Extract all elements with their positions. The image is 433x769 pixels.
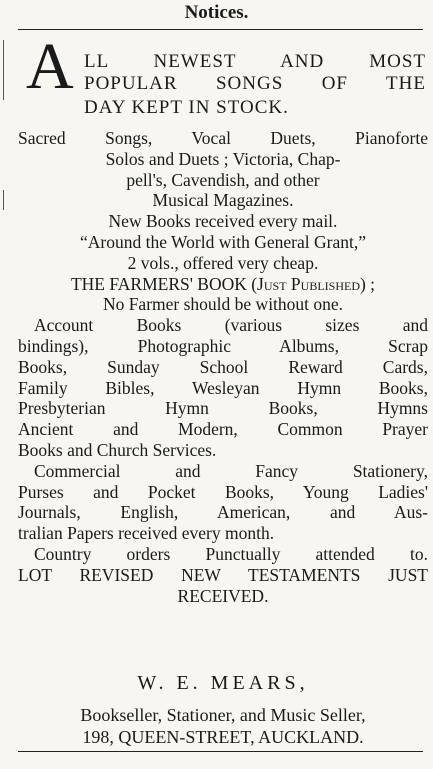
body-line: Presbyterian Hymn Books, Hymns [18, 398, 428, 419]
lead-line-3: DAY KEPT IN STOCK. [84, 97, 289, 118]
lead-line-1: LL NEWEST AND MOST [84, 51, 426, 72]
body-line: Account Books (various sizes and [34, 315, 428, 336]
body-line: THE FARMERS' BOOK (Just Published) ; [70, 273, 376, 294]
body-line: tralian Papers received every month. [18, 523, 275, 544]
drop-cap: A [26, 30, 74, 103]
body-line: Purses and Pocket Books, Young Ladies' [18, 481, 428, 502]
body-line: 2 vols., offered very cheap. [127, 252, 319, 273]
advertiser-trade: Bookseller, Stationer, and Music Seller, [80, 705, 366, 725]
body-line: Musical Magazines. [152, 190, 294, 211]
body-line: Journals, English, American, and Aus- [18, 502, 428, 523]
body-line: Family Bibles, Wesleyan Hymn Books, [18, 377, 428, 398]
top-rule [18, 29, 423, 30]
lead-heading [18, 30, 428, 122]
body-line: Ancient and Modern, Common Prayer [18, 419, 428, 440]
body-line: bindings), Photographic Albums, Scrap [18, 335, 428, 356]
body-line: Solos and Duets ; Victoria, Chap- [105, 148, 341, 169]
page-title: Notices. [184, 2, 249, 23]
advertisement [18, 30, 428, 606]
lead-line-2: POPULAR SONGS OF THE [84, 73, 426, 94]
bottom-rule [18, 751, 423, 752]
body-line: No Farmer should be without one. [102, 294, 344, 315]
body-line: New Books received every mail. [108, 211, 338, 232]
margin-mark [3, 40, 4, 100]
advertiser-details [18, 704, 428, 748]
body-line: Country orders Punctually attended to. [34, 543, 428, 564]
body-line: pell's, Cavendish, and other [126, 169, 320, 190]
body-line: Books and Church Services. [18, 439, 217, 460]
body-line: Commercial and Fancy Stationery, [34, 460, 428, 481]
body-line: “Around the World with General Grant,” [80, 231, 366, 252]
margin-mark [3, 190, 4, 210]
body-line: Sacred Songs, Vocal Duets, Pianoforte [18, 128, 428, 148]
ad-body [18, 128, 428, 606]
advertiser-address: 198, QUEEN-STREET, AUCKLAND. [82, 727, 364, 747]
advertiser-name: W. E. MEARS, [137, 672, 309, 694]
body-line: Books, Sunday School Reward Cards, [18, 356, 428, 377]
body-line: RECEIVED. [177, 585, 269, 606]
body-line: LOT REVISED NEW TESTAMENTS JUST [18, 564, 428, 585]
